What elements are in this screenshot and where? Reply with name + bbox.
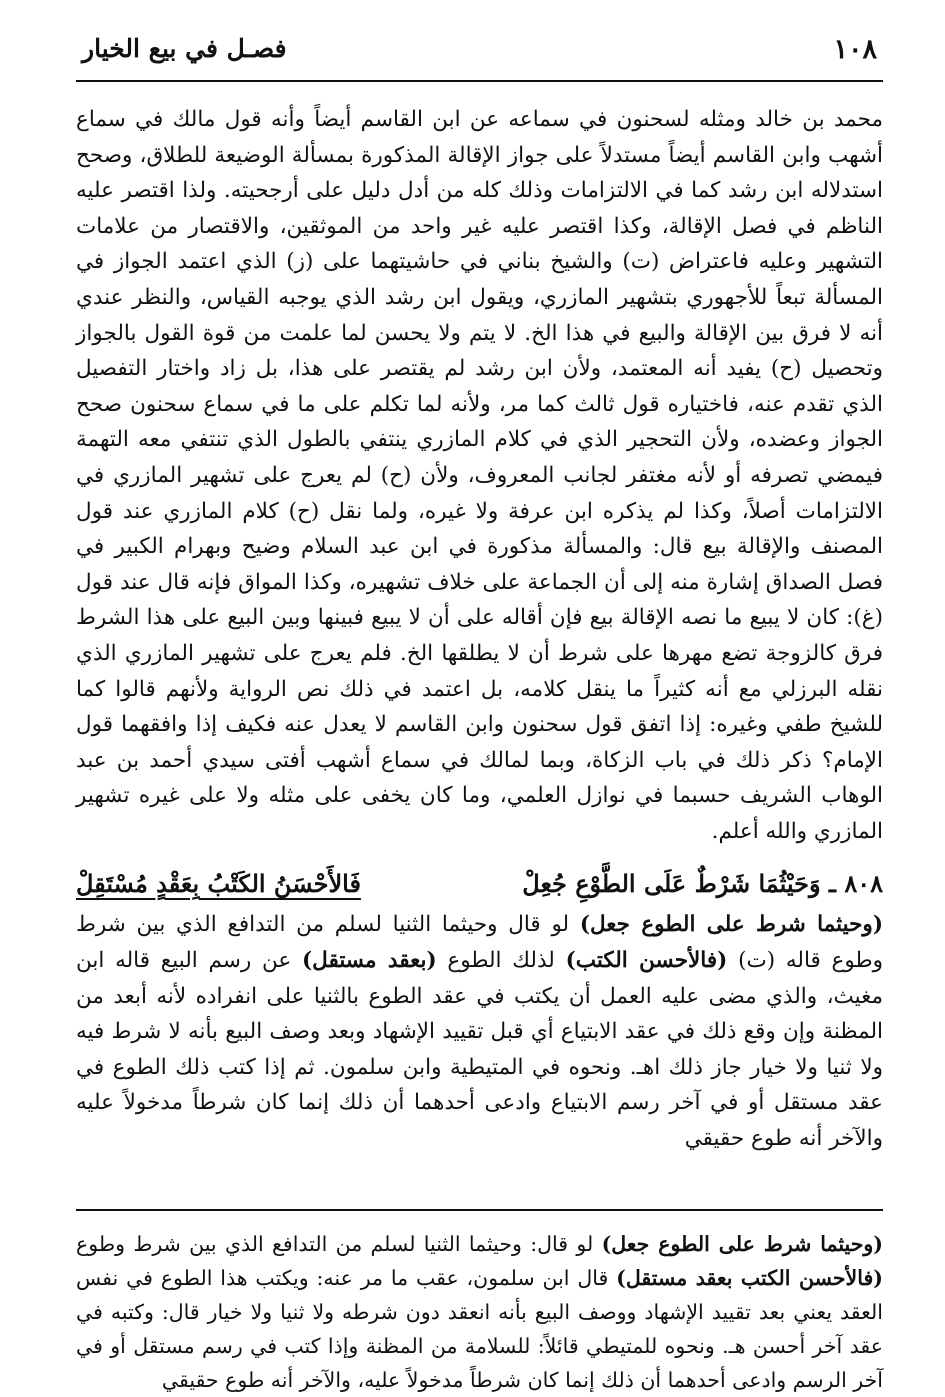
footnote-quote: (فالأحسن الكتب بعقد مستقل) bbox=[616, 1265, 883, 1290]
commentary-quote: (وحيثما شرط على الطوع جعل) bbox=[579, 912, 883, 938]
commentary-paragraph bbox=[76, 907, 883, 1156]
footnote-divider bbox=[76, 1209, 883, 1211]
footnote-quote: (وحيثما شرط على الطوع جعل) bbox=[601, 1231, 883, 1256]
main-text bbox=[76, 102, 883, 849]
footnote-text: قال ابن سلمون، عقب ما مر عنه: ويكتب هذا الطوع في نفس العقد يعني بعد تقييد الإشهاد ووصف البيع بأنه انعقد دون شرطه ولا ثنيا ولا خيار قال: وكتبه في عقد آخر أحسن هـ. ونحوه للمتيطي قائلاً: للسلامة من المظنة وإذا كتب في رسم مستقل أو في آخر الرسم وادعى أحدهما أن ذلك إنما كان شرطاً مدخولاً عليه، والآخر أنه طوع حقيقي bbox=[76, 1265, 883, 1392]
commentary-text: لذلك الطوع bbox=[436, 948, 566, 974]
commentary-text: لو قال وحيثما الثنيا لسلم من التدافع الذي بين شرط وطوع قاله (ت) bbox=[76, 912, 883, 974]
commentary-quote: (فالأحسن الكتب) bbox=[565, 948, 728, 974]
verse-first-hemistich: ٨٠٨ ـ وَحَيْثُمَا شَرْطٌ عَلَى الطَّوْعِ جُعِلْ bbox=[522, 869, 883, 899]
verse-second-hemistich: فَالأَحْسَنُ الكَتْبُ بِعَقْدٍ مُسْتَقِلْ bbox=[76, 869, 361, 899]
verse-line bbox=[76, 865, 883, 903]
page-number: ١٠٨ bbox=[833, 34, 877, 65]
running-header bbox=[76, 28, 883, 82]
footnote-text: لو قال: وحيثما الثنيا لسلم من التدافع الذي بين شرط وطوع bbox=[76, 1231, 602, 1256]
chapter-title: فصـل في بيع الخيار bbox=[82, 34, 287, 63]
commentary-text: عن رسم البيع قاله ابن مغيث، والذي مضى عليه العمل أن يكتب في عقد الطوع بالثنيا على انفراده لأنه أبعد من المظنة وإن وقع ذلك في عقد الابتياع أي قبل تقييد الإشهاد وبعد وصف البيع بأنه لا شرط فيه ولا ثنيا ولا خيار جاز ذلك اهـ. ونحوه في المتيطية وابن سلمون. ثم إذا كتب ذلك الطوع في عقد مستقل أو في آخر رسم الابتياع وادعى أحدهما أن ذلك إنما كان شرطاً مدخولاً عليه والآخر أنه طوع حقيقي bbox=[76, 948, 883, 1152]
footnote bbox=[76, 1227, 883, 1397]
body-paragraph: محمد بن خالد ومثله لسحنون في سماعه عن ابن القاسم أيضاً وأنه قول مالك في سماع أشهب وابن القاسم أيضاً مستدلاً على جواز الإقالة المذكورة بمسألة الوضيعة للطلاق، وصحح استدلاله ابن رشد كما في الالتزامات وذلك كله من أدل دليل على أرجحيته. ولذا اقتصر عليه الناظم في فصل الإقالة، وكذا اقتصر عليه غير واحد من الموثقين، والاقتصار من علامات التشهير وعليه فاعتراض (ت) والشيخ بناني في حاشيتهما على (ز) الذي اعتمد الجواز في المسألة تبعاً للأجهوري بتشهير المازري، ويقول ابن رشد الذي يوجبه القياس، والنظر عندي أنه لا فرق بين الإقالة والبيع في هذا الخ. لا يتم ولا يحسن لما علمت من قوة القول بالجواز وتحصيل (ح) يفيد أنه المعتمد، ولأن ابن رشد لم يقتصر على هذا، بل زاد واختار التفصيل الذي تقدم عنه، فاختياره قول ثالث كما مر، ولأنه لما تكلم على ما في سماع سحنون صحح الجواز وعضده، ولأن التحجير الذي في كلام المازري ينتفي بالطول الذي تنتفي معه التهمة فيمضي تصرفه أو لأنه مغتفر لجانب المعروف، ولأن (ح) لم يعرج على تشهير المازري في الالتزامات أصلاً، وكذا لم يذكره ابن عرفة ولا غيره، ولما نقل (ح) كلام المازري عند قول المصنف والإقالة بيع قال: والمسألة مذكورة في ابن عبد السلام وضيح وبهرام الكبير في فصل الصداق إشارة منه إلى أن الجماعة على خلاف تشهيره، وكذا المواق فإنه قال عند قول (غ): كان لا يبيع ما نصه الإقالة بيع فإن أقاله على أن لا يبيع فبينها وبين البيع على هذا الشرط فرق كالزوجة تضع مهرها على شرط أن لا يطلقها الخ. فلم يعرج على تشهير المازري الذي نقله البرزلي مع أنه كثيراً ما ينقل كلامه، بل اعتمد في ذلك نص الرواية ولأنهم قالوا كما للشيخ طفي وغيره: إذا اتفق قول سحنون وابن القاسم لا يعدل عنه فكيف إذا وافقهما قول الإمام؟ ذكر ذلك في باب الزكاة، وبما لمالك في سماع أشهب أفتى سيدي أحمد بن عبد الوهاب الشريف حسبما في نوازل العلمي، وما كان يخفى على مثله ولا على غيره تشهير المازري والله أعلم. bbox=[76, 107, 883, 844]
commentary-quote: (بعقد مستقل) bbox=[301, 948, 437, 974]
